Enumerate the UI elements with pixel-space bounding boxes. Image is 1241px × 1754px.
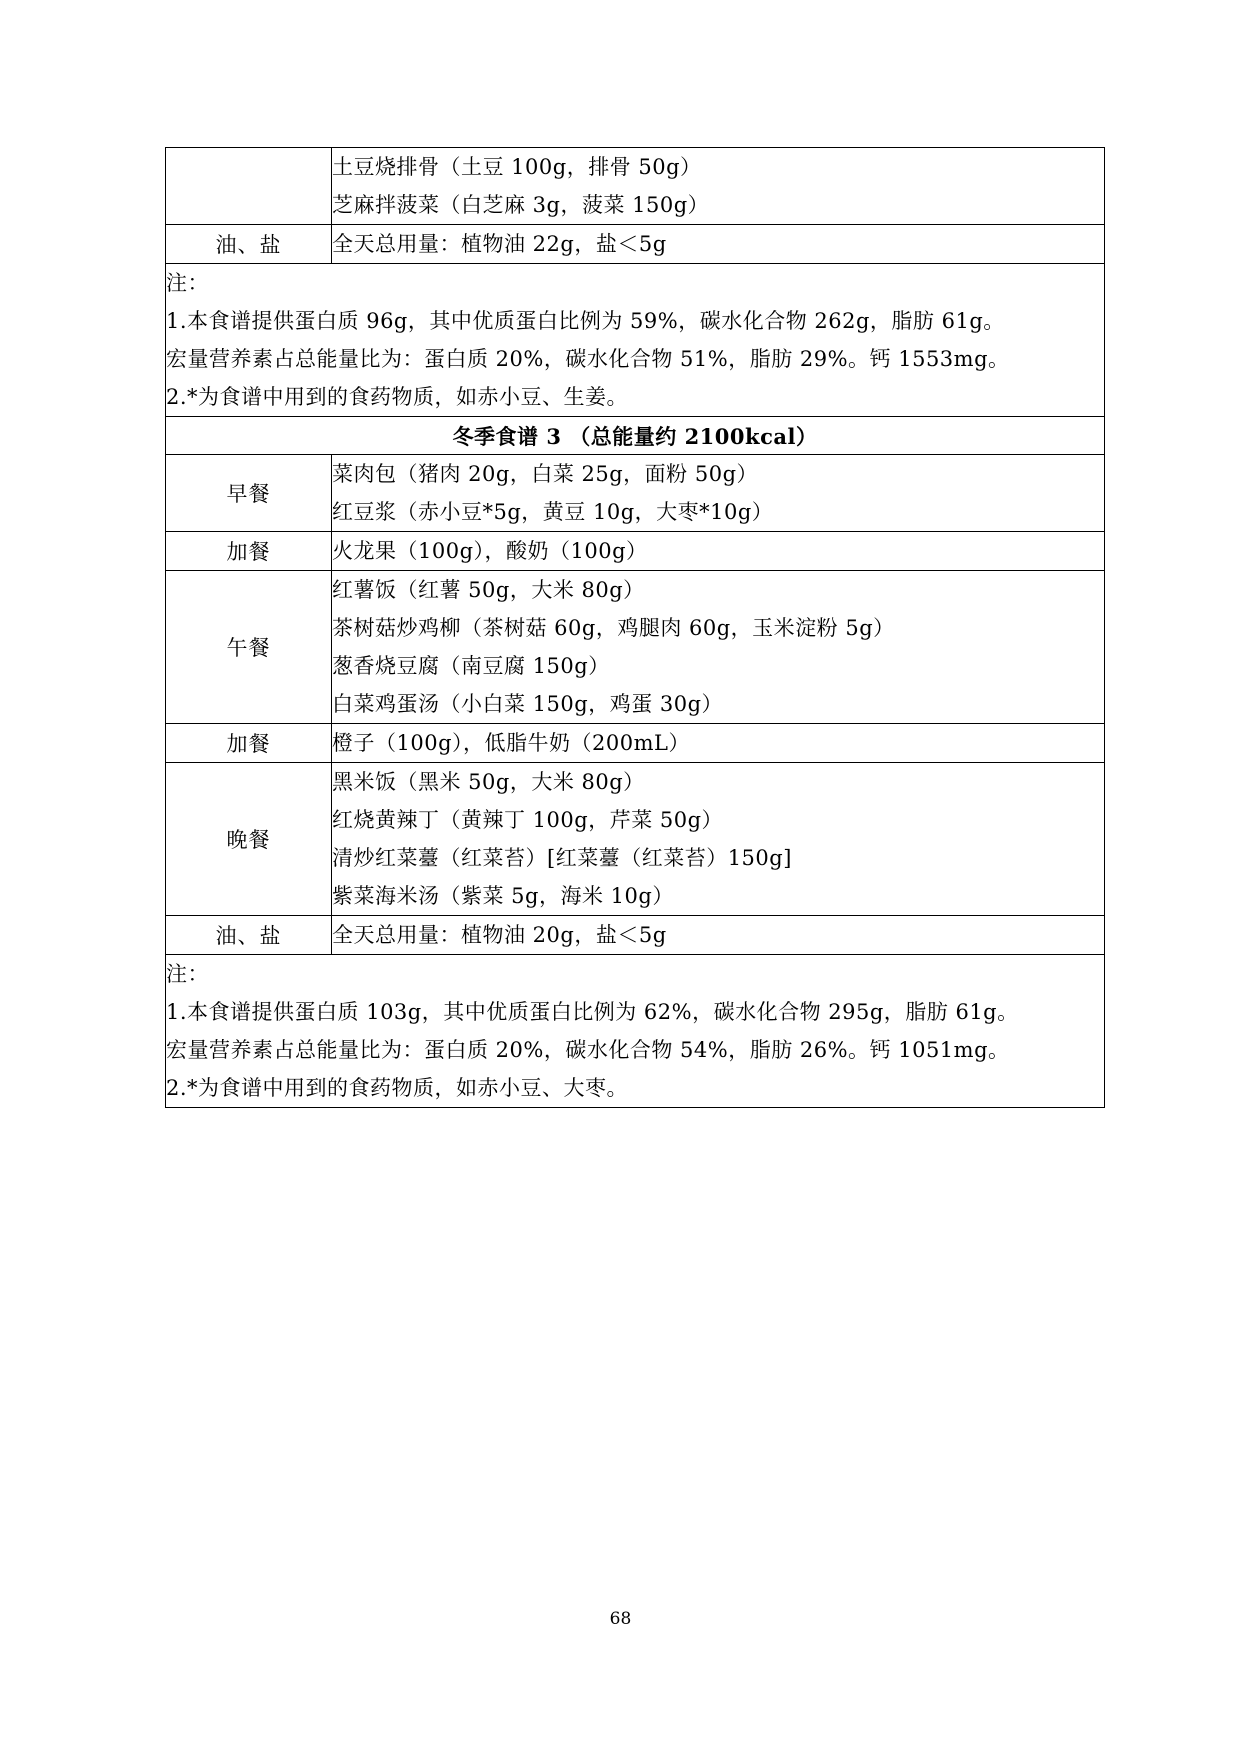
note-line: 2.*为食谱中用到的食药物质，如赤小豆、大枣。 [166, 1076, 629, 1100]
meal-items [332, 148, 1105, 225]
oil-salt-total: 全天总用量：植物油 22g，盐＜5g [332, 232, 667, 256]
note-line: 2.*为食谱中用到的食药物质，如赤小豆、生姜。 [166, 385, 629, 409]
table-row [166, 532, 1105, 571]
dish-item: 黑米饭（黑米 50g，大米 80g） [332, 770, 645, 794]
meal-label: 加餐 [166, 532, 332, 571]
meal-items [332, 724, 1105, 763]
dish-item: 葱香烧豆腐（南豆腐 150g） [332, 654, 610, 678]
meal-label: 油、盐 [166, 916, 332, 955]
meal-label: 早餐 [166, 455, 332, 532]
table-row [166, 955, 1105, 1108]
note-line: 注： [166, 962, 209, 986]
dish-item: 火龙果（100g），酸奶（100g） [332, 539, 648, 563]
dish-item: 红烧黄辣丁（黄辣丁 100g，芹菜 50g） [332, 808, 724, 832]
dish-item: 橙子（100g），低脂牛奶（200mL） [332, 731, 690, 755]
oil-salt-total: 全天总用量：植物油 20g，盐＜5g [332, 923, 667, 947]
note-line: 注： [166, 271, 209, 295]
meal-label: 晚餐 [166, 763, 332, 916]
dish-item: 芝麻拌菠菜（白芝麻 3g，菠菜 150g） [332, 193, 710, 217]
dish-item: 紫菜海米汤（紫菜 5g，海米 10g） [332, 884, 674, 908]
meal-label: 午餐 [166, 571, 332, 724]
dish-item: 红豆浆（赤小豆*5g，黄豆 10g，大枣*10g） [332, 500, 774, 524]
dish-item: 白菜鸡蛋汤（小白菜 150g，鸡蛋 30g） [332, 692, 724, 716]
meal-label-continued [166, 148, 332, 225]
menu-title: 冬季食谱 3 （总能量约 2100kcal） [166, 417, 1105, 455]
meal-items [332, 225, 1105, 264]
table-row [166, 417, 1105, 455]
note-line: 1.本食谱提供蛋白质 103g，其中优质蛋白比例为 62%，碳水化合物 295g，脂肪 61g。 [166, 1000, 1019, 1024]
table-row [166, 916, 1105, 955]
note-line: 1.本食谱提供蛋白质 96g，其中优质蛋白比例为 59%，碳水化合物 262g，脂肪 61g。 [166, 309, 1005, 333]
meal-items [332, 763, 1105, 916]
table-row [166, 148, 1105, 225]
dish-item: 茶树菇炒鸡柳（茶树菇 60g，鸡腿肉 60g，玉米淀粉 5g） [332, 616, 895, 640]
table-row [166, 724, 1105, 763]
meal-items [332, 532, 1105, 571]
meal-items [332, 916, 1105, 955]
menu-table [165, 147, 1105, 1108]
notes-cell [166, 264, 1105, 417]
meal-items [332, 571, 1105, 724]
dish-item: 菜肉包（猪肉 20g，白菜 25g，面粉 50g） [332, 462, 759, 486]
page-number: 68 [609, 1609, 632, 1629]
table-row [166, 225, 1105, 264]
table-row [166, 763, 1105, 916]
meal-label: 加餐 [166, 724, 332, 763]
meal-items [332, 455, 1105, 532]
table-row [166, 571, 1105, 724]
note-line: 宏量营养素占总能量比为：蛋白质 20%，碳水化合物 51%，脂肪 29%。钙 1553mg。 [166, 347, 1010, 371]
note-line: 宏量营养素占总能量比为：蛋白质 20%，碳水化合物 54%，脂肪 26%。钙 1051mg。 [166, 1038, 1010, 1062]
dish-item: 红薯饭（红薯 50g，大米 80g） [332, 578, 645, 602]
dish-item: 清炒红菜薹（红菜苔）[红菜薹（红菜苔）150g] [332, 846, 792, 870]
table-row [166, 264, 1105, 417]
table-row [166, 455, 1105, 532]
dish-item: 土豆烧排骨（土豆 100g，排骨 50g） [332, 155, 702, 179]
meal-label: 油、盐 [166, 225, 332, 264]
notes-cell [166, 955, 1105, 1108]
